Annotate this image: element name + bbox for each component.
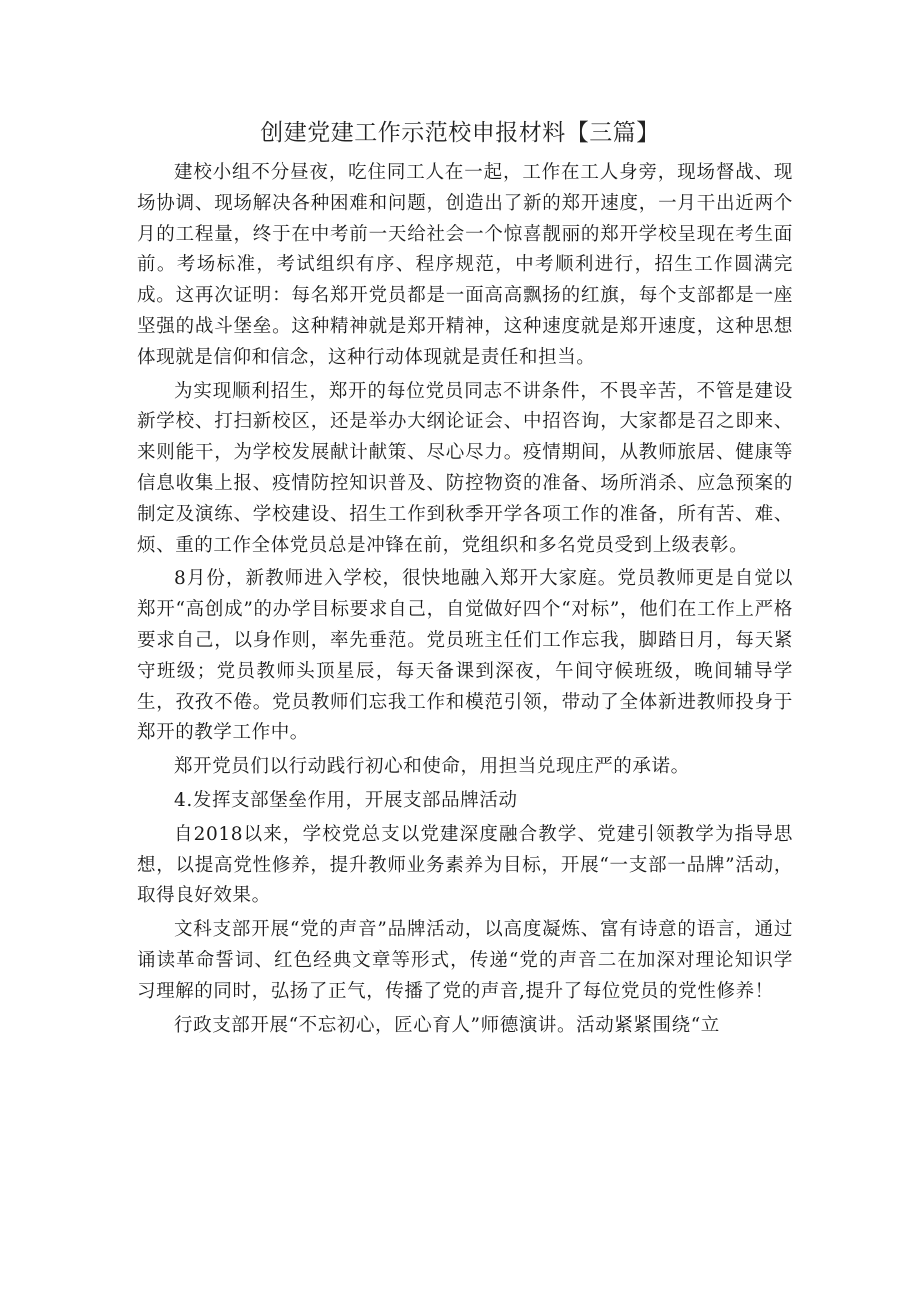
paragraph-7: 行政支部开展“不忘初心，匠心育人”师德演讲。活动紧紧围绕“立 [174,1014,720,1036]
paragraph-3: 8月份，新教师进入学校，很快地融入郑开大家庭。党员教师更是自觉以郑开“高创成”的办学目标要求自己，自觉做好四个“对标”，他们在工作上严格要求自己，以身作则，率先垂范。党员班主任们工作忘我，脚踏日月，每天紧守班级；党员教师头顶星辰，每天备课到深夜，午间守候班级，晚间辅导学生，孜孜不倦。党员教师们忘我工作和模范引领，带动了全体新进教师投身于郑开的教学工作中。 [137,568,793,744]
paragraph-6: 文科支部开展“党的声音”品牌活动，以高度凝炼、富有诗意的语言，通过诵读革命誓词、红色经典文章等形式，传递“党的声音二在加深对理论知识学习理解的同时，弘扬了正气，传播了党的声音,提升了每位党员的党性修养！ [137,919,793,1002]
paragraph-1: 建校小组不分昼夜，吃住同工人在一起，工作在工人身旁，现场督战、现场协调、现场解决各种困难和问题，创造出了新的郑开速度，一月干出近两个月的工程量，终于在中考前一天给社会一个惊喜靓丽的郑开学校呈现在考生面前。考场标准，考试组织有序、程序规范，中考顺利进行，招生工作圆满完成。这再次证明：每名郑开党员都是一面高高飘扬的红旗，每个支部都是一座坚强的战斗堡垒。这种精神就是郑开精神，这种速度就是郑开速度，这种思想体现就是信仰和信念，这种行动体现就是责任和担当。 [137,162,793,368]
paragraph-2: 为实现顺利招生，郑开的每位党员同志不讲条件，不畏辛苦，不管是建设新学校、打扫新校区，还是举办大纲论证会、中招咨询，大家都是召之即来、来则能干，为学校发展献计献策、尽心尽力。疫情期间，从教师旅居、健康等信息收集上报、疫情防控知识普及、防控物资的准备、场所消杀、应急预案的制定及演练、学校建设、招生工作到秋季开学各项工作的准备，所有苦、难、烦、重的工作全体党员总是冲锋在前，党组织和多名党员受到上级表彰。 [137,380,793,556]
section-heading: 4.发挥支部堡垒作用，开展支部品牌活动 [174,789,518,811]
paragraph-4: 郑开党员们以行动践行初心和使命，用担当兑现庄严的承诺。 [174,756,690,778]
paragraph-5: 自2018以来，学校党总支以党建深度融合教学、党建引领教学为指导思想，以提高党性修养，提升教师业务素养为目标，开展“一支部一品牌”活动，取得良好效果。 [137,823,793,907]
document-title: 创建党建工作示范校申报材料【三篇】 [260,120,660,146]
document-body [137,158,793,1044]
